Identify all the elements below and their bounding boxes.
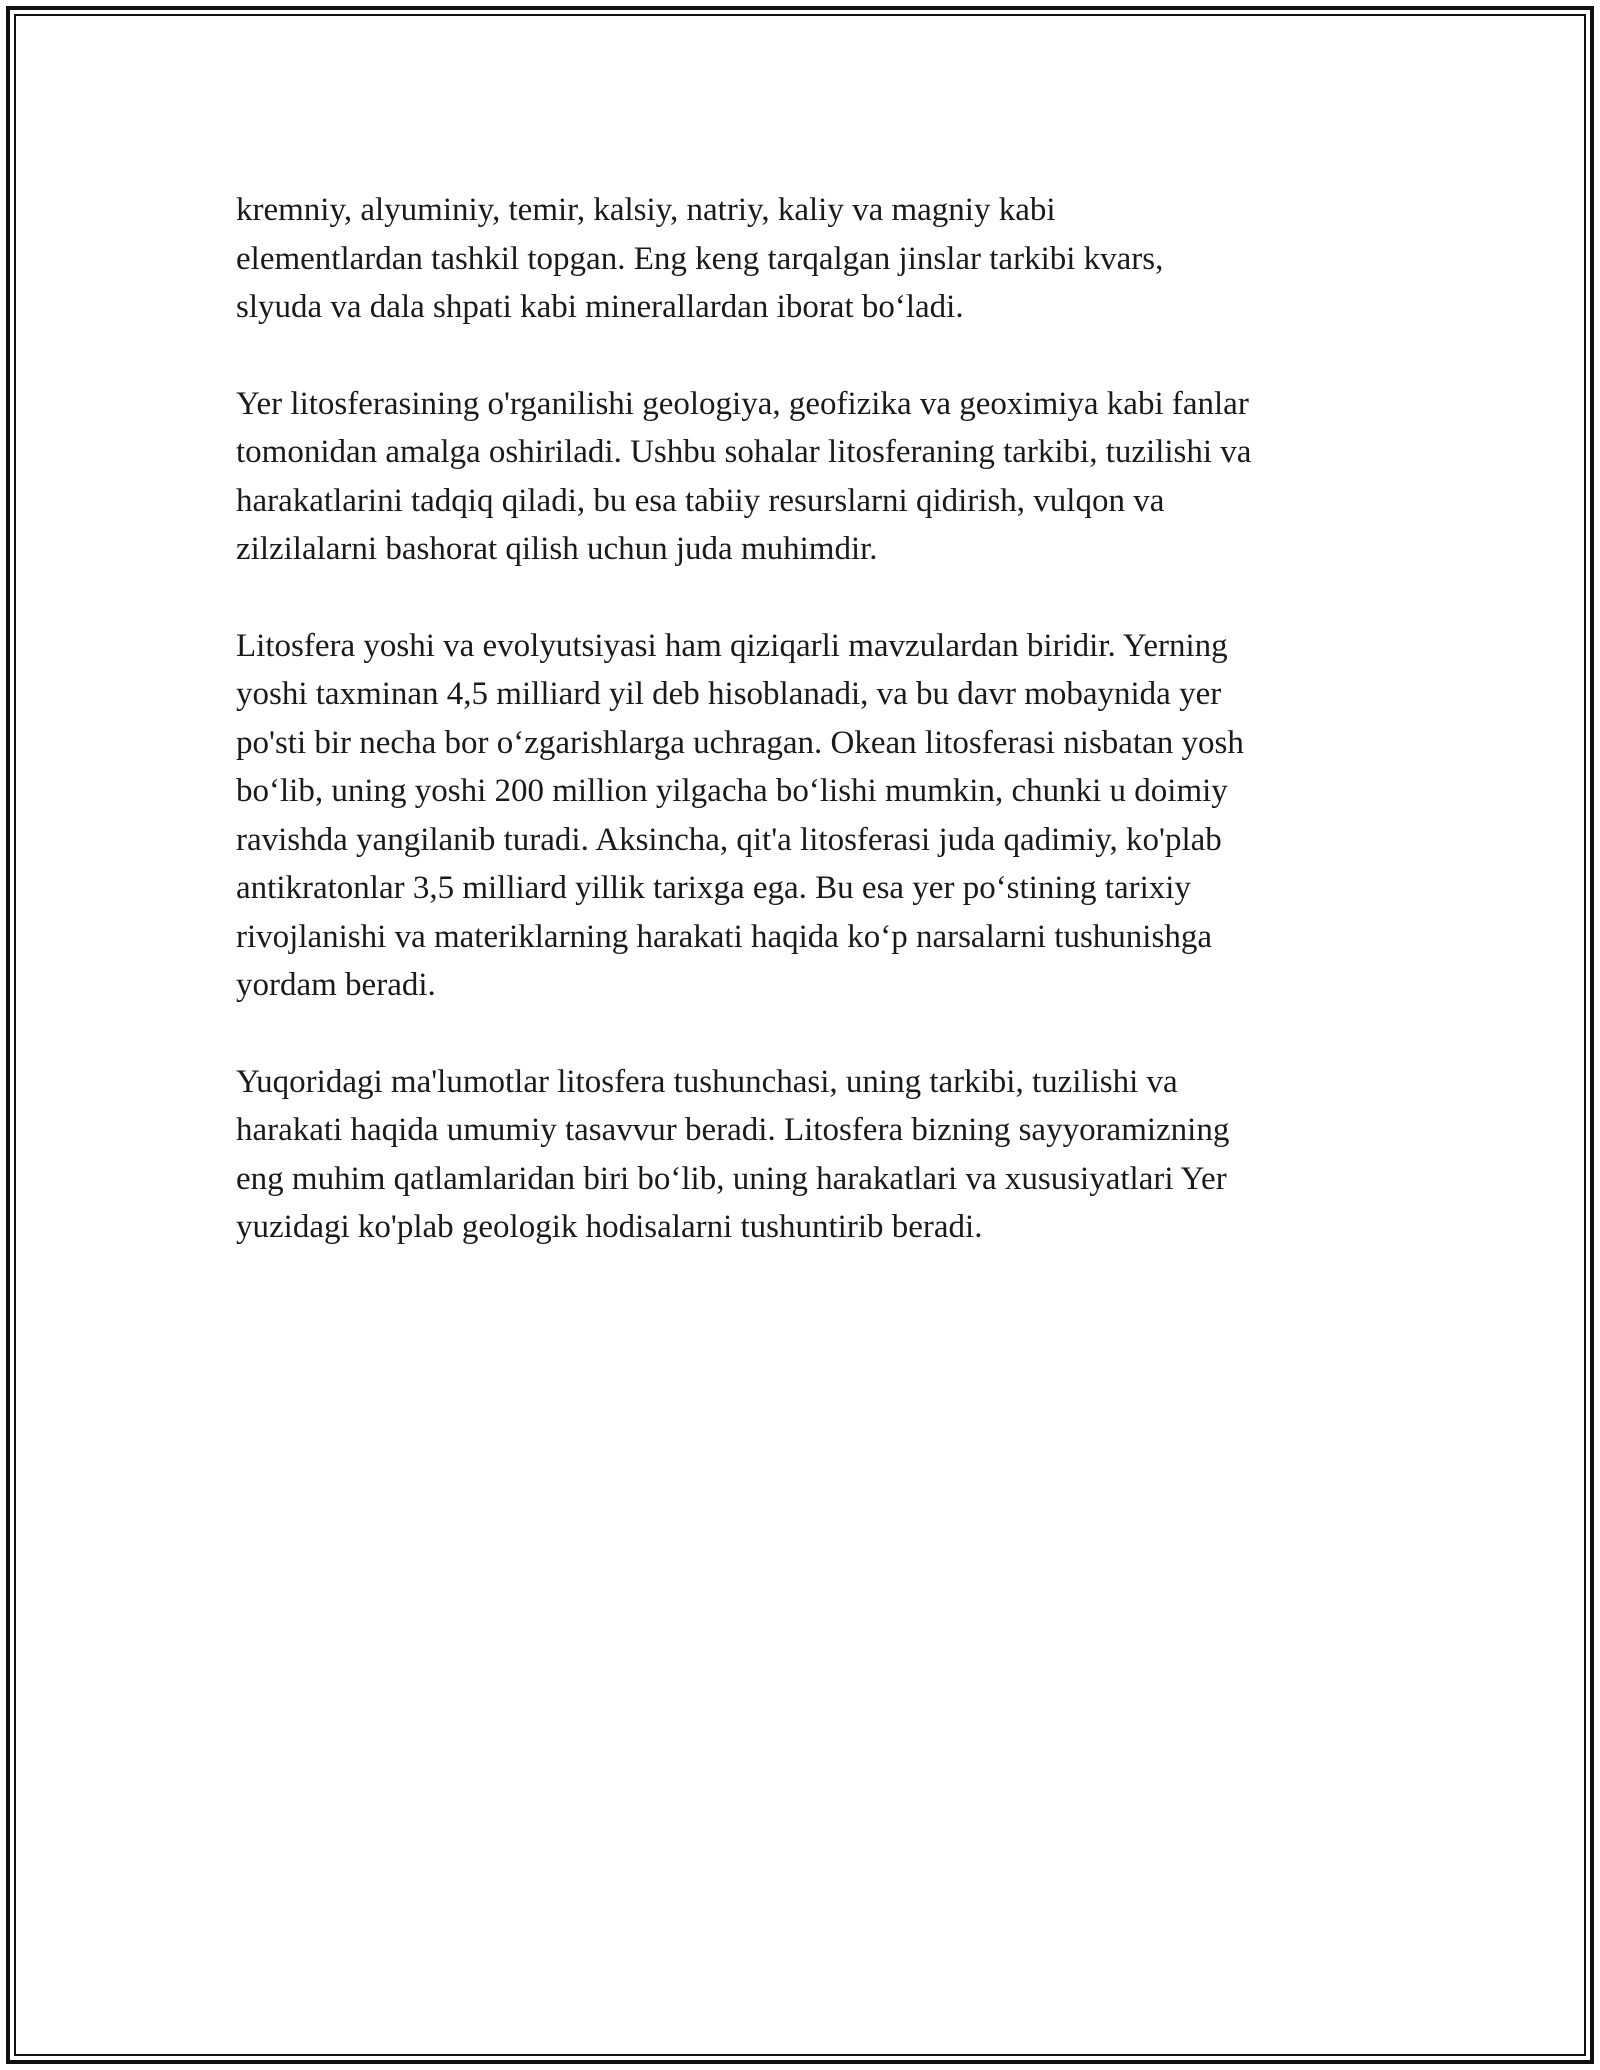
- text-line: yuzidagi ko'plab geologik hodisalarni tushuntirib beradi.: [236, 1209, 983, 1245]
- paragraph-2: [236, 380, 1386, 574]
- document-body: [236, 186, 1386, 1300]
- text-line: Yer litosferasining o'rganilishi geologiya, geofizika va geoximiya kabi fanlar: [236, 385, 1249, 422]
- text-line: bo‘lib, uning yoshi 200 million yilgacha bo‘lishi mumkin, chunki u doimiy: [236, 773, 1228, 809]
- text-line: slyuda va dala shpati kabi minerallardan iborat bo‘ladi.: [236, 289, 964, 325]
- paragraph-1: [236, 186, 1386, 332]
- text-line: yoshi taxminan 4,5 milliard yil deb hisoblanadi, va bu davr mobaynida yer: [236, 676, 1222, 712]
- paragraph-3: [236, 622, 1386, 1010]
- text-line: po'sti bir necha bor o‘zgarishlarga uchragan. Okean litosferasi nisbatan yosh: [236, 724, 1244, 761]
- paragraph-4: [236, 1058, 1386, 1252]
- text-line: yordam beradi.: [236, 967, 436, 1003]
- text-line: kremniy, alyuminiy, temir, kalsiy, natriy, kaliy va magniy kabi: [236, 192, 1056, 228]
- text-line: rivojlanishi va materiklarning harakati haqida ko‘p narsalarni tushunishga: [236, 918, 1212, 955]
- text-line: zilzilalarni bashorat qilish uchun juda muhimdir.: [236, 531, 878, 567]
- text-line: Yuqoridagi ma'lumotlar litosfera tushunchasi, uning tarkibi, tuzilishi va: [236, 1063, 1178, 1100]
- text-line: ravishda yangilanib turadi. Aksincha, qit'a litosferasi juda qadimiy, ko'plab: [236, 821, 1222, 858]
- text-line: antikratonlar 3,5 milliard yillik tarixga ega. Bu esa yer po‘stining tarixiy: [236, 870, 1191, 906]
- text-line: harakatlarini tadqiq qiladi, bu esa tabiiy resurslarni qidirish, vulqon va: [236, 482, 1165, 519]
- text-line: elementlardan tashkil topgan. Eng keng tarqalgan jinslar tarkibi kvars,: [236, 240, 1164, 277]
- text-line: tomonidan amalga oshiriladi. Ushbu sohalar litosferaning tarkibi, tuzilishi va: [236, 434, 1252, 470]
- text-line: harakati haqida umumiy tasavvur beradi. Litosfera bizning sayyoramizning: [236, 1112, 1230, 1148]
- text-line: Litosfera yoshi va evolyutsiyasi ham qiziqarli mavzulardan biridir. Yerning: [236, 627, 1228, 664]
- text-line: eng muhim qatlamlaridan biri bo‘lib, uning harakatlari va xususiyatlari Yer: [236, 1160, 1227, 1197]
